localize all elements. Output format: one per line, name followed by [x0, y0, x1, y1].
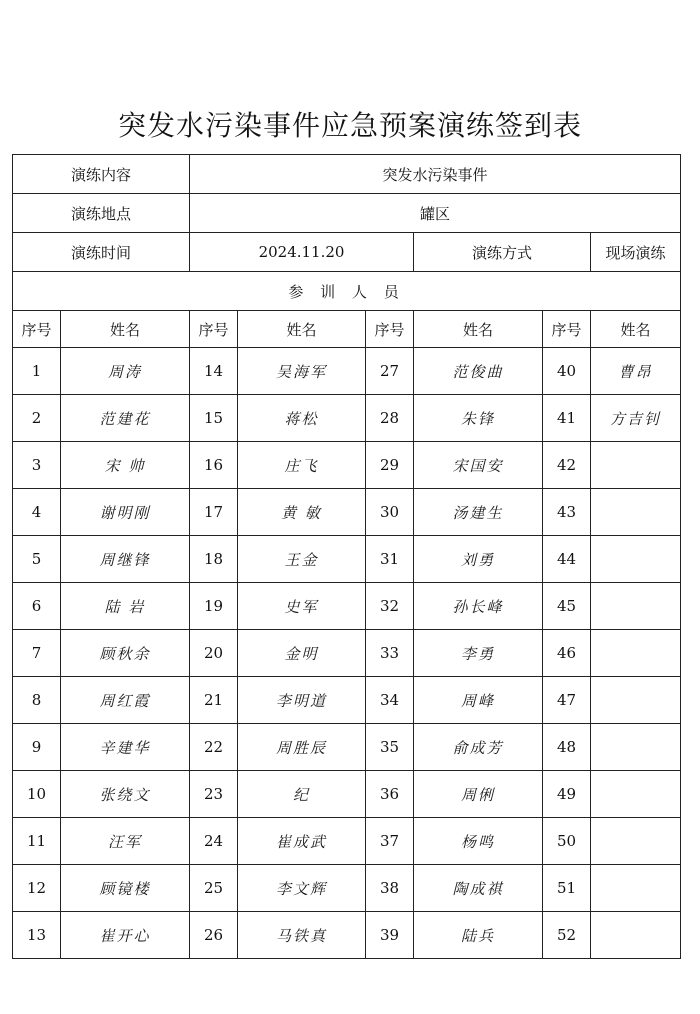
signature: [591, 442, 681, 489]
signature: 马铁真: [238, 912, 366, 959]
location-value: 罐区: [190, 194, 681, 233]
seq-number: 7: [13, 630, 61, 677]
seq-header: 序号: [543, 311, 591, 348]
signature: 崔开心: [61, 912, 190, 959]
seq-number: 14: [190, 348, 238, 395]
table-row: [13, 348, 681, 395]
signature: 曹昂: [591, 348, 681, 395]
seq-number: 40: [543, 348, 591, 395]
table-row: [13, 395, 681, 442]
signature: [591, 912, 681, 959]
signature: 朱锋: [414, 395, 543, 442]
seq-number: 43: [543, 489, 591, 536]
sign-in-table: [12, 154, 681, 959]
seq-number: 19: [190, 583, 238, 630]
name-header: 姓名: [414, 311, 543, 348]
seq-number: 30: [366, 489, 414, 536]
seq-number: 51: [543, 865, 591, 912]
table-row: [13, 771, 681, 818]
signature: [591, 771, 681, 818]
seq-number: 5: [13, 536, 61, 583]
name-header: 姓名: [238, 311, 366, 348]
seq-number: 24: [190, 818, 238, 865]
signature: 张绕文: [61, 771, 190, 818]
time-value: 2024.11.20: [190, 233, 414, 272]
signature: [591, 677, 681, 724]
seq-number: 26: [190, 912, 238, 959]
signature: 宋 帅: [61, 442, 190, 489]
signature: 周峰: [414, 677, 543, 724]
seq-number: 36: [366, 771, 414, 818]
seq-number: 3: [13, 442, 61, 489]
signature: 王金: [238, 536, 366, 583]
table-row: [13, 818, 681, 865]
seq-number: 23: [190, 771, 238, 818]
seq-number: 31: [366, 536, 414, 583]
signature: 周胜辰: [238, 724, 366, 771]
seq-header: 序号: [13, 311, 61, 348]
seq-number: 37: [366, 818, 414, 865]
seq-number: 21: [190, 677, 238, 724]
seq-number: 50: [543, 818, 591, 865]
table-row: [13, 865, 681, 912]
location-row: [13, 194, 681, 233]
signature: 俞成芳: [414, 724, 543, 771]
seq-number: 29: [366, 442, 414, 489]
signature: 杨鸣: [414, 818, 543, 865]
signature: 陶成祺: [414, 865, 543, 912]
signature: 范俊曲: [414, 348, 543, 395]
signature: 庄飞: [238, 442, 366, 489]
content-label: 演练内容: [13, 155, 190, 194]
seq-number: 9: [13, 724, 61, 771]
signature: 黄 敏: [238, 489, 366, 536]
seq-number: 44: [543, 536, 591, 583]
seq-number: 41: [543, 395, 591, 442]
signature: 谢明刚: [61, 489, 190, 536]
signature: 史军: [238, 583, 366, 630]
column-header-row: [13, 311, 681, 348]
method-label: 演练方式: [414, 233, 591, 272]
table-row: [13, 489, 681, 536]
time-row: [13, 233, 681, 272]
participants-section-label: 参 训 人 员: [13, 272, 681, 311]
seq-number: 22: [190, 724, 238, 771]
seq-number: 35: [366, 724, 414, 771]
signature: 李勇: [414, 630, 543, 677]
signature: 顾镜楼: [61, 865, 190, 912]
seq-number: 18: [190, 536, 238, 583]
seq-header: 序号: [190, 311, 238, 348]
table-row: [13, 677, 681, 724]
seq-number: 4: [13, 489, 61, 536]
seq-number: 10: [13, 771, 61, 818]
signature: [591, 724, 681, 771]
signature: 崔成武: [238, 818, 366, 865]
method-value: 现场演练: [591, 233, 681, 272]
seq-number: 12: [13, 865, 61, 912]
seq-number: 13: [13, 912, 61, 959]
seq-number: 39: [366, 912, 414, 959]
table-row: [13, 724, 681, 771]
table-row: [13, 536, 681, 583]
table-row: [13, 912, 681, 959]
signature: [591, 865, 681, 912]
signature: 纪: [238, 771, 366, 818]
signature: [591, 583, 681, 630]
signature: 蒋松: [238, 395, 366, 442]
seq-number: 48: [543, 724, 591, 771]
signature: 周涛: [61, 348, 190, 395]
signature: [591, 630, 681, 677]
signature: 方吉钊: [591, 395, 681, 442]
seq-number: 16: [190, 442, 238, 489]
seq-number: 42: [543, 442, 591, 489]
seq-number: 8: [13, 677, 61, 724]
seq-number: 32: [366, 583, 414, 630]
signature: 吴海军: [238, 348, 366, 395]
signature: [591, 818, 681, 865]
signature: 李明道: [238, 677, 366, 724]
seq-number: 38: [366, 865, 414, 912]
signature: 李文辉: [238, 865, 366, 912]
signature: 顾秋余: [61, 630, 190, 677]
seq-number: 27: [366, 348, 414, 395]
seq-number: 52: [543, 912, 591, 959]
table-row: [13, 442, 681, 489]
signature: 范建花: [61, 395, 190, 442]
participants-section-row: [13, 272, 681, 311]
content-value: 突发水污染事件: [190, 155, 681, 194]
seq-header: 序号: [366, 311, 414, 348]
seq-number: 20: [190, 630, 238, 677]
seq-number: 2: [13, 395, 61, 442]
content-row: [13, 155, 681, 194]
seq-number: 28: [366, 395, 414, 442]
seq-number: 1: [13, 348, 61, 395]
time-label: 演练时间: [13, 233, 190, 272]
page-title: 突发水污染事件应急预案演练签到表: [117, 109, 582, 142]
seq-number: 46: [543, 630, 591, 677]
location-label: 演练地点: [13, 194, 190, 233]
seq-number: 17: [190, 489, 238, 536]
name-header: 姓名: [591, 311, 681, 348]
signature: [591, 536, 681, 583]
signature: 汪军: [61, 818, 190, 865]
signature: 汤建生: [414, 489, 543, 536]
table-row: [13, 630, 681, 677]
seq-number: 33: [366, 630, 414, 677]
signature: 周俐: [414, 771, 543, 818]
seq-number: 11: [13, 818, 61, 865]
name-header: 姓名: [61, 311, 190, 348]
signature: 周继锋: [61, 536, 190, 583]
seq-number: 47: [543, 677, 591, 724]
signature: 刘勇: [414, 536, 543, 583]
signature: 孙长峰: [414, 583, 543, 630]
seq-number: 49: [543, 771, 591, 818]
seq-number: 34: [366, 677, 414, 724]
signature: 宋国安: [414, 442, 543, 489]
seq-number: 45: [543, 583, 591, 630]
signature: 陆 岩: [61, 583, 190, 630]
signature: 辛建华: [61, 724, 190, 771]
seq-number: 25: [190, 865, 238, 912]
signature: 金明: [238, 630, 366, 677]
signature: [591, 489, 681, 536]
signature: 陆兵: [414, 912, 543, 959]
seq-number: 6: [13, 583, 61, 630]
seq-number: 15: [190, 395, 238, 442]
signature: 周红霞: [61, 677, 190, 724]
table-row: [13, 583, 681, 630]
